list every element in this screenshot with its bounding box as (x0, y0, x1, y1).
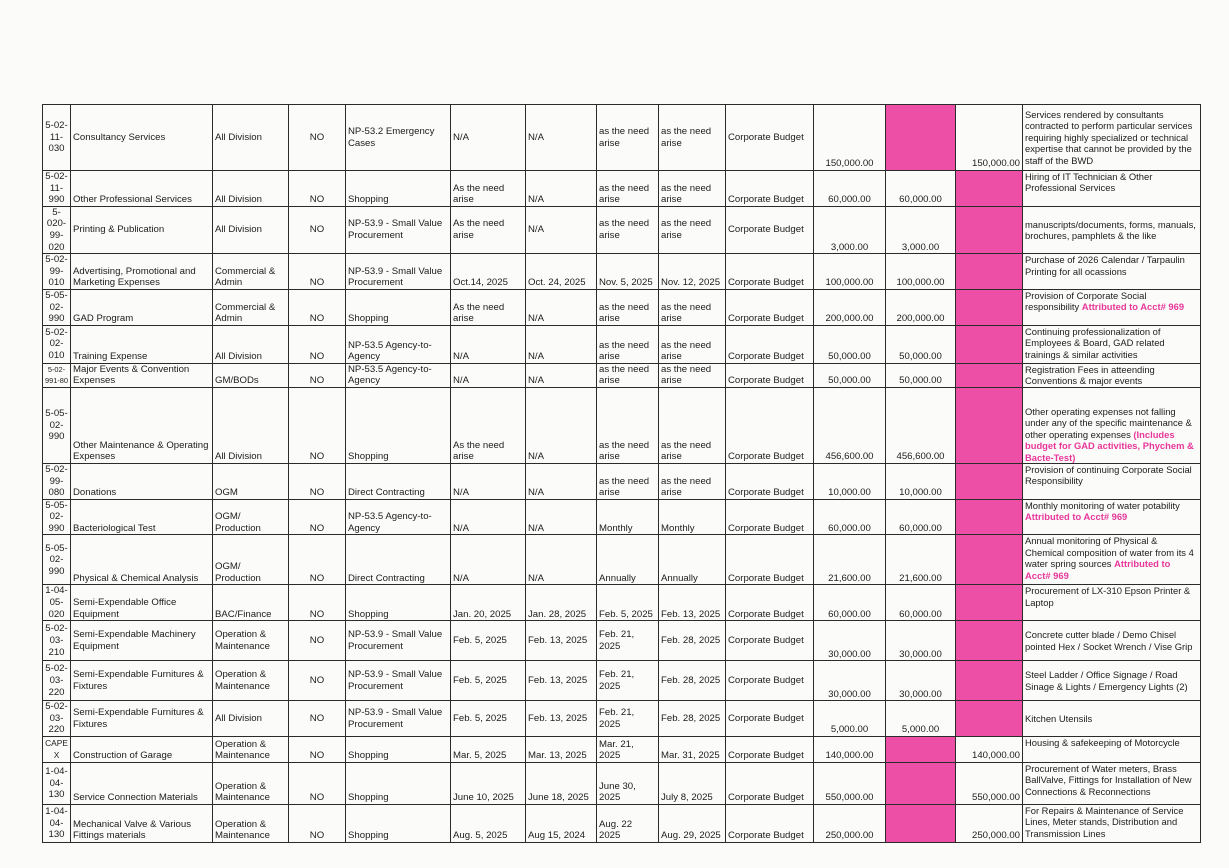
remarks-text: Provision of continuing Corporate Social Responsibility (1025, 463, 1192, 487)
notice-of-award-cell: Feb. 5, 2025 (597, 585, 659, 621)
submission-date-cell: N/A (526, 535, 597, 585)
notice-of-award-cell: as the need arise (597, 463, 659, 499)
cse-cell: NO (289, 363, 346, 387)
notice-of-award-cell: Mar. 21, 2025 (597, 737, 659, 763)
cse-cell: NO (289, 499, 346, 535)
table-row (43, 763, 1201, 805)
item-description-cell: Semi-Expendable Furnitures & Fixtures (71, 701, 213, 737)
table-row (43, 463, 1201, 499)
end-user-cell: OGM/ Production (213, 535, 289, 585)
mooe-amount-cell: 200,000.00 (886, 289, 956, 325)
remarks-highlight-note: Attributed to Acct# 969 (1025, 511, 1128, 523)
remarks-text: manuscripts/documents, forms, manuals, brochures, pamphlets & the like (1025, 218, 1196, 241)
total-amount-cell: 456,600.00 (814, 387, 886, 463)
remarks-cell (1023, 763, 1201, 805)
account-code-cell: 5-05-02-990 (43, 499, 71, 535)
account-code-cell: 5-05-02-990 (43, 387, 71, 463)
source-of-funds-cell: Corporate Budget (726, 363, 814, 387)
account-code-cell: 5-02-99-080 (43, 463, 71, 499)
total-amount-cell: 550,000.00 (814, 763, 886, 805)
account-code-cell: CAPEX (43, 737, 71, 763)
mooe-amount-cell: 10,000.00 (886, 463, 956, 499)
submission-date-cell: Feb. 13, 2025 (526, 621, 597, 661)
remarks-text: Services rendered by consultants contracted to perform particular services requiring highly specialized or technical expertise that cannot be provided by the staff of the BWD (1025, 108, 1193, 166)
submission-date-cell: N/A (526, 105, 597, 171)
contract-signing-cell: Feb. 28, 2025 (659, 661, 726, 701)
account-code-cell: 5-02-99-010 (43, 254, 71, 290)
mooe-amount-cell: 456,600.00 (886, 387, 956, 463)
account-code-cell: 5-02-11-030 (43, 105, 71, 171)
mooe-amount-cell (886, 105, 956, 171)
table-row (43, 701, 1201, 737)
contract-signing-cell: Nov. 12, 2025 (659, 254, 726, 290)
remarks-text: For Repairs & Maintenance of Service Lines, Meter stands, Distribution and Transmission Lines (1025, 805, 1184, 839)
cse-cell: NO (289, 737, 346, 763)
notice-of-award-cell: as the need arise (597, 325, 659, 363)
source-of-funds-cell: Corporate Budget (726, 621, 814, 661)
co-amount-cell (956, 289, 1023, 325)
item-description-cell: Construction of Garage (71, 737, 213, 763)
procurement-mode-cell: Shopping (346, 737, 451, 763)
end-user-cell: Operation & Maintenance (213, 805, 289, 843)
submission-date-cell: Aug 15, 2024 (526, 805, 597, 843)
advertisement-date-cell: June 10, 2025 (451, 763, 526, 805)
cse-cell: NO (289, 105, 346, 171)
item-description-cell: Other Professional Services (71, 171, 213, 207)
source-of-funds-cell: Corporate Budget (726, 805, 814, 843)
item-description-cell: Other Maintenance & Operating Expenses (71, 387, 213, 463)
account-code-cell: 5-05-02-990 (43, 535, 71, 585)
mooe-amount-cell: 60,000.00 (886, 171, 956, 207)
remarks-cell (1023, 499, 1201, 535)
submission-date-cell: N/A (526, 387, 597, 463)
co-amount-cell (956, 701, 1023, 737)
table-row (43, 805, 1201, 843)
contract-signing-cell: Feb. 28, 2025 (659, 701, 726, 737)
mooe-amount-cell: 30,000.00 (886, 621, 956, 661)
remarks-text: Monthly monitoring of water potability (1025, 499, 1180, 511)
account-code-cell: 5-02-02-010 (43, 325, 71, 363)
advertisement-date-cell: N/A (451, 499, 526, 535)
item-description-cell: Training Expense (71, 325, 213, 363)
remarks-text: Other operating expenses not falling under any of the specific maintenance & other operating expenses (1025, 405, 1192, 440)
cse-cell: NO (289, 535, 346, 585)
table-row (43, 737, 1201, 763)
end-user-cell: All Division (213, 325, 289, 363)
procurement-mode-cell: NP-53.2 Emergency Cases (346, 105, 451, 171)
mooe-amount-cell: 50,000.00 (886, 363, 956, 387)
mooe-amount-cell: 5,000.00 (886, 701, 956, 737)
mooe-amount-cell (886, 737, 956, 763)
notice-of-award-cell: as the need arise (597, 289, 659, 325)
total-amount-cell: 5,000.00 (814, 701, 886, 737)
end-user-cell: GM/BODs (213, 363, 289, 387)
submission-date-cell: N/A (526, 499, 597, 535)
item-description-cell: Mechanical Valve & Various Fittings materials (71, 805, 213, 843)
mooe-amount-cell: 100,000.00 (886, 254, 956, 290)
submission-date-cell: N/A (526, 171, 597, 207)
end-user-cell: Commercial & Admin (213, 254, 289, 290)
source-of-funds-cell: Corporate Budget (726, 206, 814, 253)
remarks-text: Purchase of 2026 Calendar / Tarpaulin Printing for all ocassions (1025, 254, 1185, 277)
total-amount-cell: 60,000.00 (814, 499, 886, 535)
source-of-funds-cell: Corporate Budget (726, 535, 814, 585)
table-row (43, 363, 1201, 387)
procurement-mode-cell: NP-53.5 Agency-to-Agency (346, 363, 451, 387)
end-user-cell: All Division (213, 105, 289, 171)
contract-signing-cell: Monthly (659, 499, 726, 535)
remarks-cell (1023, 289, 1201, 325)
remarks-cell (1023, 661, 1201, 701)
account-code-cell: 5-02-03-220 (43, 661, 71, 701)
contract-signing-cell: as the need arise (659, 463, 726, 499)
remarks-highlight-note: Attributed to Acct# 969 (1081, 301, 1185, 313)
notice-of-award-cell: June 30, 2025 (597, 763, 659, 805)
remarks-cell (1023, 254, 1201, 290)
end-user-cell: Operation & Maintenance (213, 763, 289, 805)
co-amount-cell (956, 463, 1023, 499)
total-amount-cell: 21,600.00 (814, 535, 886, 585)
submission-date-cell: Jan. 28, 2025 (526, 585, 597, 621)
notice-of-award-cell: Annually (597, 535, 659, 585)
contract-signing-cell: Aug. 29, 2025 (659, 805, 726, 843)
source-of-funds-cell: Corporate Budget (726, 737, 814, 763)
table-row (43, 621, 1201, 661)
cse-cell: NO (289, 805, 346, 843)
advertisement-date-cell: As the need arise (451, 171, 526, 207)
remarks-text: Procurement of LX-310 Epson Printer & Laptop (1025, 585, 1191, 608)
source-of-funds-cell: Corporate Budget (726, 463, 814, 499)
end-user-cell: All Division (213, 701, 289, 737)
co-amount-cell (956, 363, 1023, 387)
remarks-cell (1023, 105, 1201, 171)
submission-date-cell: Oct. 24, 2025 (526, 254, 597, 290)
total-amount-cell: 100,000.00 (814, 254, 886, 290)
remarks-text: Procurement of Water meters, Brass BallValve, Fittings for Installation of New Connections & Reconnections (1025, 763, 1192, 797)
advertisement-date-cell: N/A (451, 535, 526, 585)
remarks-cell (1023, 171, 1201, 207)
co-amount-cell (956, 499, 1023, 535)
co-amount-cell (956, 325, 1023, 363)
procurement-plan-sheet (42, 104, 1200, 843)
account-code-cell: 5-05-02-990 (43, 289, 71, 325)
procurement-mode-cell: NP-53.9 - Small Value Procurement (346, 206, 451, 253)
end-user-cell: All Division (213, 171, 289, 207)
table-row (43, 171, 1201, 207)
cse-cell: NO (289, 661, 346, 701)
remarks-text: Provision of Corporate Social responsibility (1025, 289, 1147, 313)
end-user-cell: Operation & Maintenance (213, 737, 289, 763)
remarks-cell (1023, 701, 1201, 737)
end-user-cell: OGM (213, 463, 289, 499)
notice-of-award-cell: as the need arise (597, 363, 659, 387)
advertisement-date-cell: As the need arise (451, 387, 526, 463)
contract-signing-cell: as the need arise (659, 289, 726, 325)
source-of-funds-cell: Corporate Budget (726, 585, 814, 621)
total-amount-cell: 140,000.00 (814, 737, 886, 763)
remarks-cell (1023, 463, 1201, 499)
notice-of-award-cell: as the need arise (597, 105, 659, 171)
advertisement-date-cell: Feb. 5, 2025 (451, 661, 526, 701)
item-description-cell: Major Events & Convention Expenses (71, 363, 213, 387)
remarks-highlight-note: Attributed to Acct# 969 (1025, 558, 1171, 581)
submission-date-cell: N/A (526, 206, 597, 253)
total-amount-cell: 10,000.00 (814, 463, 886, 499)
table-row (43, 254, 1201, 290)
submission-date-cell: N/A (526, 289, 597, 325)
advertisement-date-cell: N/A (451, 363, 526, 387)
co-amount-cell (956, 621, 1023, 661)
total-amount-cell: 200,000.00 (814, 289, 886, 325)
contract-signing-cell: July 8, 2025 (659, 763, 726, 805)
source-of-funds-cell: Corporate Budget (726, 661, 814, 701)
table-row (43, 585, 1201, 621)
cse-cell: NO (289, 585, 346, 621)
notice-of-award-cell: Nov. 5, 2025 (597, 254, 659, 290)
advertisement-date-cell: As the need arise (451, 289, 526, 325)
submission-date-cell: Mar. 13, 2025 (526, 737, 597, 763)
remarks-cell (1023, 206, 1201, 253)
advertisement-date-cell: Aug. 5, 2025 (451, 805, 526, 843)
submission-date-cell: Feb. 13, 2025 (526, 661, 597, 701)
procurement-mode-cell: Shopping (346, 289, 451, 325)
procurement-table (42, 104, 1201, 843)
remarks-text: Hiring of IT Technician & Other Professional Services (1025, 171, 1153, 194)
remarks-cell (1023, 805, 1201, 843)
mooe-amount-cell: 21,600.00 (886, 535, 956, 585)
co-amount-cell: 140,000.00 (956, 737, 1023, 763)
procurement-mode-cell: Shopping (346, 171, 451, 207)
item-description-cell: Printing & Publication (71, 206, 213, 253)
remarks-cell (1023, 535, 1201, 585)
remarks-text: Registration Fees in atteending Conventions & major events (1025, 363, 1155, 387)
procurement-mode-cell: Shopping (346, 805, 451, 843)
co-amount-cell (956, 254, 1023, 290)
remarks-cell (1023, 585, 1201, 621)
cse-cell: NO (289, 463, 346, 499)
mooe-amount-cell: 30,000.00 (886, 661, 956, 701)
total-amount-cell: 150,000.00 (814, 105, 886, 171)
submission-date-cell: June 18, 2025 (526, 763, 597, 805)
source-of-funds-cell: Corporate Budget (726, 325, 814, 363)
remarks-cell (1023, 737, 1201, 763)
procurement-mode-cell: Shopping (346, 585, 451, 621)
notice-of-award-cell: as the need arise (597, 206, 659, 253)
advertisement-date-cell: Oct.14, 2025 (451, 254, 526, 290)
notice-of-award-cell: Aug. 22 2025 (597, 805, 659, 843)
source-of-funds-cell: Corporate Budget (726, 763, 814, 805)
advertisement-date-cell: Mar. 5, 2025 (451, 737, 526, 763)
mooe-amount-cell: 60,000.00 (886, 499, 956, 535)
item-description-cell: Service Connection Materials (71, 763, 213, 805)
account-code-cell: 1-04-05-020 (43, 585, 71, 621)
notice-of-award-cell: Feb. 21, 2025 (597, 621, 659, 661)
notice-of-award-cell: as the need arise (597, 171, 659, 207)
co-amount-cell (956, 387, 1023, 463)
table-row (43, 387, 1201, 463)
table-row (43, 499, 1201, 535)
item-description-cell: Consultancy Services (71, 105, 213, 171)
advertisement-date-cell: N/A (451, 463, 526, 499)
table-row (43, 535, 1201, 585)
remarks-text: Kitchen Utensils (1025, 712, 1093, 724)
contract-signing-cell: as the need arise (659, 105, 726, 171)
co-amount-cell: 250,000.00 (956, 805, 1023, 843)
co-amount-cell (956, 206, 1023, 253)
procurement-mode-cell: Direct Contracting (346, 463, 451, 499)
cse-cell: NO (289, 289, 346, 325)
source-of-funds-cell: Corporate Budget (726, 387, 814, 463)
remarks-text: Annual monitoring of Physical & Chemical composition of water from its 4 water spring sources (1025, 535, 1194, 570)
cse-cell: NO (289, 621, 346, 661)
end-user-cell: OGM/ Production (213, 499, 289, 535)
total-amount-cell: 30,000.00 (814, 661, 886, 701)
notice-of-award-cell: as the need arise (597, 387, 659, 463)
total-amount-cell: 60,000.00 (814, 585, 886, 621)
co-amount-cell: 550,000.00 (956, 763, 1023, 805)
account-code-cell: 1-04-04-130 (43, 763, 71, 805)
total-amount-cell: 250,000.00 (814, 805, 886, 843)
mooe-amount-cell (886, 763, 956, 805)
co-amount-cell (956, 535, 1023, 585)
co-amount-cell (956, 661, 1023, 701)
item-description-cell: Donations (71, 463, 213, 499)
table-row (43, 289, 1201, 325)
account-code-cell: 5-02-03-210 (43, 621, 71, 661)
item-description-cell: Semi-Expendable Office Equipment (71, 585, 213, 621)
account-code-cell: 5-020-99-020 (43, 206, 71, 253)
co-amount-cell (956, 585, 1023, 621)
item-description-cell: Physical & Chemical Analysis (71, 535, 213, 585)
advertisement-date-cell: Jan. 20, 2025 (451, 585, 526, 621)
contract-signing-cell: as the need arise (659, 387, 726, 463)
contract-signing-cell: Mar. 31, 2025 (659, 737, 726, 763)
advertisement-date-cell: Feb. 5, 2025 (451, 621, 526, 661)
submission-date-cell: N/A (526, 463, 597, 499)
remarks-text: Continuing professionalization of Employees & Board, GAD related trainings & similar activities (1025, 325, 1165, 360)
co-amount-cell: 150,000.00 (956, 105, 1023, 171)
submission-date-cell: Feb. 13, 2025 (526, 701, 597, 737)
procurement-mode-cell: Shopping (346, 387, 451, 463)
mooe-amount-cell: 60,000.00 (886, 585, 956, 621)
total-amount-cell: 3,000.00 (814, 206, 886, 253)
source-of-funds-cell: Corporate Budget (726, 701, 814, 737)
submission-date-cell: N/A (526, 363, 597, 387)
contract-signing-cell: Feb. 28, 2025 (659, 621, 726, 661)
procurement-mode-cell: NP-53.9 - Small Value Procurement (346, 701, 451, 737)
advertisement-date-cell: Feb. 5, 2025 (451, 701, 526, 737)
advertisement-date-cell: N/A (451, 105, 526, 171)
end-user-cell: All Division (213, 206, 289, 253)
notice-of-award-cell: Feb. 21, 2025 (597, 701, 659, 737)
end-user-cell: Commercial & Admin (213, 289, 289, 325)
total-amount-cell: 50,000.00 (814, 363, 886, 387)
contract-signing-cell: Feb. 13, 2025 (659, 585, 726, 621)
procurement-mode-cell: Direct Contracting (346, 535, 451, 585)
contract-signing-cell: Annually (659, 535, 726, 585)
remarks-cell (1023, 387, 1201, 463)
procurement-mode-cell: NP-53.9 - Small Value Procurement (346, 621, 451, 661)
end-user-cell: All Division (213, 387, 289, 463)
remarks-highlight-note: (Includes budget for GAD activities, Phychem & Bacte-Test) (1025, 428, 1194, 463)
cse-cell: NO (289, 387, 346, 463)
notice-of-award-cell: Feb. 21, 2025 (597, 661, 659, 701)
source-of-funds-cell: Corporate Budget (726, 499, 814, 535)
notice-of-award-cell: Monthly (597, 499, 659, 535)
end-user-cell: Operation & Maintenance (213, 661, 289, 701)
end-user-cell: Operation & Maintenance (213, 621, 289, 661)
procurement-mode-cell: NP-53.5 Agency-to-Agency (346, 499, 451, 535)
remarks-text: Concrete cutter blade / Demo Chisel pointed Hex / Socket Wrench / Vise Grip (1025, 629, 1193, 652)
remarks-text: Housing & safekeeping of Motorcycle (1025, 737, 1180, 749)
cse-cell: NO (289, 206, 346, 253)
advertisement-date-cell: N/A (451, 325, 526, 363)
account-code-cell: 5-02-991-80 (43, 363, 71, 387)
table-row (43, 105, 1201, 171)
cse-cell: NO (289, 171, 346, 207)
total-amount-cell: 30,000.00 (814, 621, 886, 661)
remarks-cell (1023, 325, 1201, 363)
total-amount-cell: 50,000.00 (814, 325, 886, 363)
item-description-cell: Advertising, Promotional and Marketing Expenses (71, 254, 213, 290)
account-code-cell: 1-04-04-130 (43, 805, 71, 843)
procurement-mode-cell: NP-53.9 - Small Value Procurement (346, 661, 451, 701)
mooe-amount-cell (886, 805, 956, 843)
contract-signing-cell: as the need arise (659, 325, 726, 363)
contract-signing-cell: as the need arise (659, 206, 726, 253)
account-code-cell: 5-02-11-990 (43, 171, 71, 207)
procurement-mode-cell: Shopping (346, 763, 451, 805)
procurement-mode-cell: NP-53.5 Agency-to-Agency (346, 325, 451, 363)
source-of-funds-cell: Corporate Budget (726, 105, 814, 171)
table-row (43, 325, 1201, 363)
end-user-cell: BAC/Finance (213, 585, 289, 621)
source-of-funds-cell: Corporate Budget (726, 254, 814, 290)
item-description-cell: Semi-Expendable Furnitures & Fixtures (71, 661, 213, 701)
advertisement-date-cell: As the need arise (451, 206, 526, 253)
account-code-cell: 5-02-03-220 (43, 701, 71, 737)
mooe-amount-cell: 3,000.00 (886, 206, 956, 253)
table-row (43, 661, 1201, 701)
source-of-funds-cell: Corporate Budget (726, 171, 814, 207)
cse-cell: NO (289, 701, 346, 737)
item-description-cell: Semi-Expendable Machinery Equipment (71, 621, 213, 661)
mooe-amount-cell: 50,000.00 (886, 325, 956, 363)
total-amount-cell: 60,000.00 (814, 171, 886, 207)
cse-cell: NO (289, 254, 346, 290)
remarks-cell (1023, 363, 1201, 387)
remarks-text: Steel Ladder / Office Signage / Road Sinage & Lights / Emergency Lights (2) (1025, 669, 1188, 692)
cse-cell: NO (289, 325, 346, 363)
submission-date-cell: N/A (526, 325, 597, 363)
item-description-cell: GAD Program (71, 289, 213, 325)
cse-cell: NO (289, 763, 346, 805)
item-description-cell: Bacteriological Test (71, 499, 213, 535)
table-row (43, 206, 1201, 253)
remarks-cell (1023, 621, 1201, 661)
contract-signing-cell: as the need arise (659, 363, 726, 387)
contract-signing-cell: as the need arise (659, 171, 726, 207)
procurement-mode-cell: NP-53.9 - Small Value Procurement (346, 254, 451, 290)
co-amount-cell (956, 171, 1023, 207)
source-of-funds-cell: Corporate Budget (726, 289, 814, 325)
